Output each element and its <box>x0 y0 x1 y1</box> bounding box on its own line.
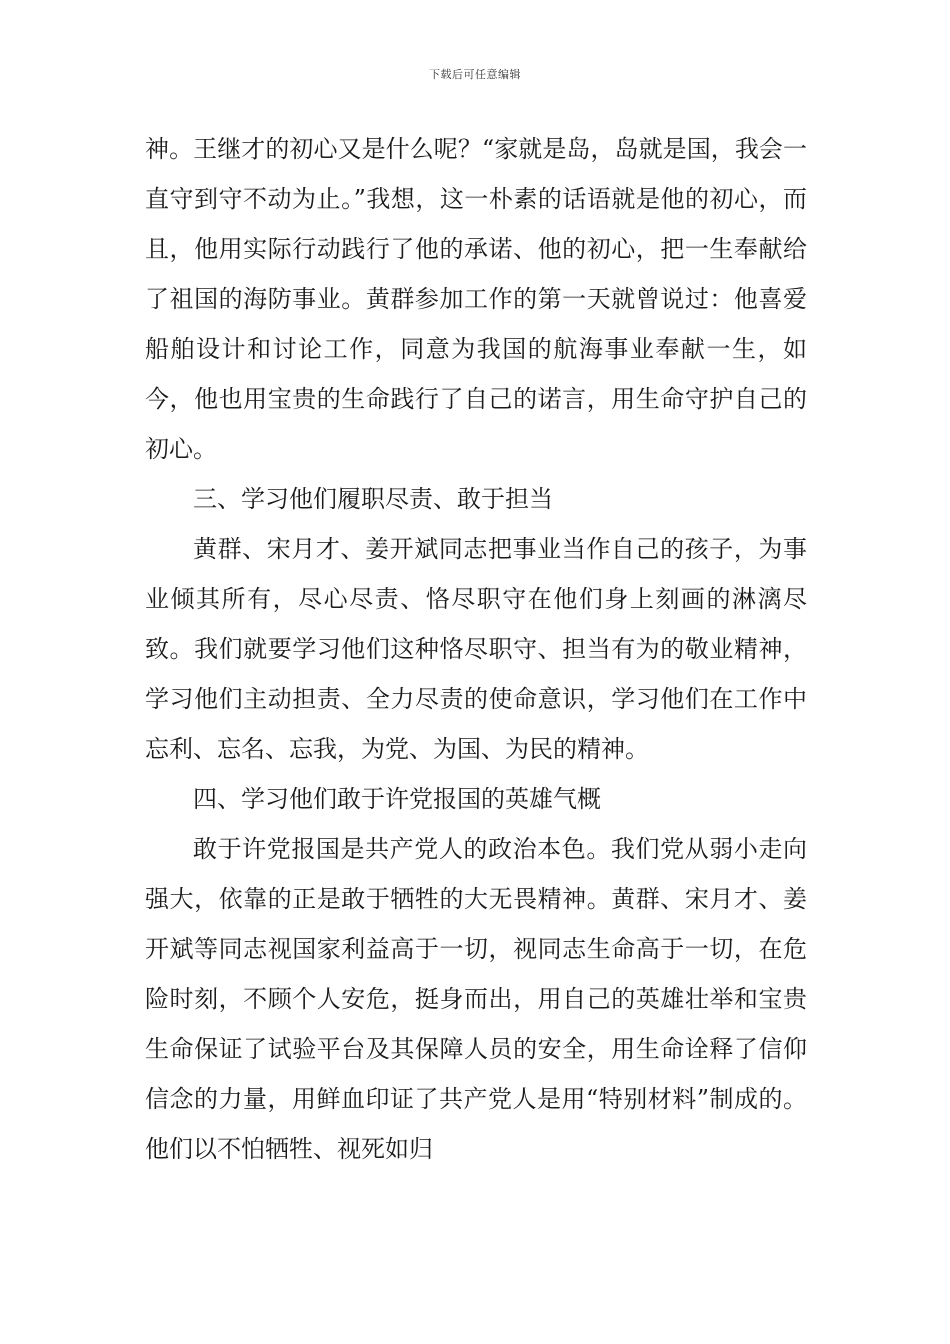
page-header-note: 下载后可任意编辑 <box>429 68 521 81</box>
paragraph-continuation: 神。王继才的初心又是什么呢？“家就是岛，岛就是国，我会一直守到守不动为止。”我想，这一朴素的话语就是他的初心，而且，他用实际行动践行了他的承诺、他的初心，把一生奉献给了祖国的海防事业。黄群参加工作的第一天就曾说过：他喜爱船舶设计和讨论工作，同意为我国的航海事业奉献一生，如今，他也用宝贵的生命践行了自己的诺言，用生命守护自己的初心。 <box>145 135 807 463</box>
paragraph-duty: 黄群、宋月才、姜开斌同志把事业当作自己的孩子，为事业倾其所有，尽心尽责、恪尽职守在他们身上刻画的淋漓尽致。我们就要学习他们这种恪尽职守、担当有为的敬业精神，学习他们主动担责、全力尽责的使命意识，学习他们在工作中忘利、忘名、忘我，为党、为国、为民的精神。 <box>145 535 807 763</box>
paragraph-heroism: 敢于许党报国是共产党人的政治本色。我们党从弱小走向强大，依靠的正是敢于牺牲的大无畏精神。黄群、宋月才、姜开斌等同志视国家利益高于一切，视同志生命高于一切，在危险时刻，不顾个人安危，挺身而出，用自己的英雄壮举和宝贵生命保证了试验平台及其保障人员的安全，用生命诠释了信仰信念的力量，用鲜血印证了共产党人是用“特别材料”制成的。他们以不怕牺牲、视死如归 <box>145 835 807 1163</box>
document-body <box>145 124 807 1174</box>
section-heading-3: 三、学习他们履职尽责、敢于担当 <box>193 485 553 513</box>
section-heading-4: 四、学习他们敢于许党报国的英雄气概 <box>193 785 601 813</box>
